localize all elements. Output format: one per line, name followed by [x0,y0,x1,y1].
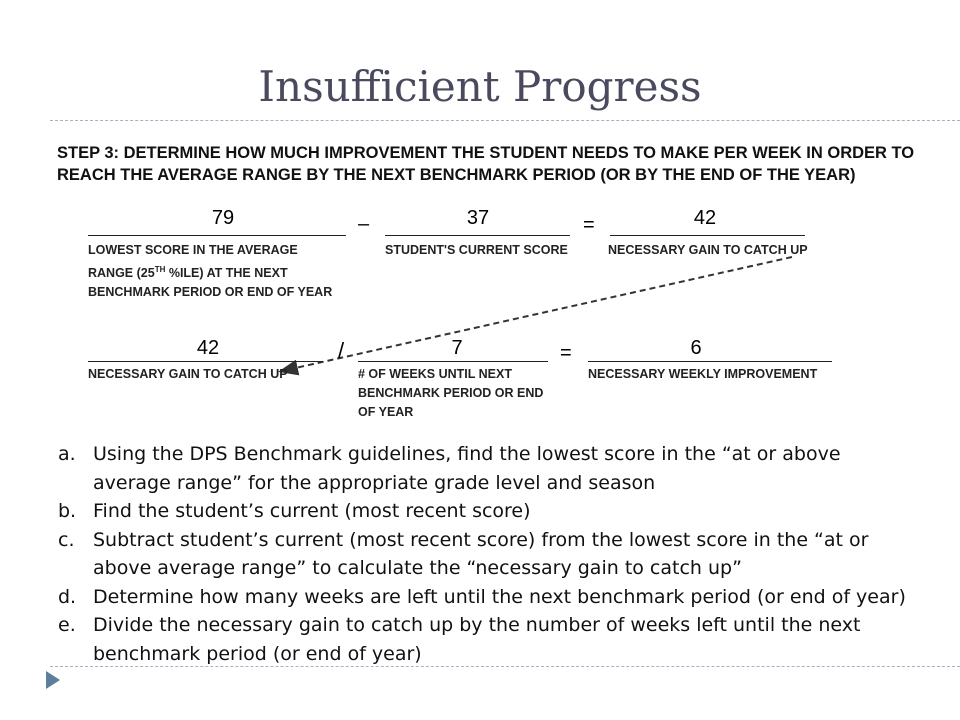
equals-operator-2: = [560,342,572,364]
step-heading: STEP 3: DETERMINE HOW MUCH IMPROVEMENT THE STUDENT NEEDS TO MAKE PER WEEK IN ORDER TO REACH THE AVERAGE RANGE BY THE NEXT BENCHMARK PERIOD (OR BY THE END OF THE YEAR) [57,144,915,184]
instruction-item: a. Using the DPS Benchmark guidelines, find the lowest score in the “at or above average range” for the appropriate grade level and season [58,443,841,494]
instruction-item: e. Divide the necessary gain to catch up by the number of weeks left until the next benchmark period (or end of year) [58,614,861,665]
gain-caption-1: NECESSARY GAIN TO CATCH UP [608,243,808,257]
gain-line-2 [88,361,323,362]
weekly-value: 6 [690,337,702,359]
weekly-line [588,361,832,362]
weeks-line [358,361,548,362]
weeks-caption: # OF WEEKS UNTIL NEXT BENCHMARK PERIOD OR END OF YEAR [358,367,544,419]
instruction-item: c. Subtract student’s current (most recent score) from the lowest score in the “at or above average range” to calculate the “necessary gain to catch up” [58,528,869,579]
gain-caption-2: NECESSARY GAIN TO CATCH UP [88,367,288,381]
gain-value-1: 42 [693,207,717,229]
slide-title: Insufficient Progress [258,62,702,111]
gain-value-2: 42 [196,337,220,359]
instruction-item: b. Find the student’s current (most recent score) [58,500,531,522]
triangle-right-icon [46,671,60,689]
instruction-list [58,440,908,668]
current-score-value: 37 [466,207,490,229]
bottom-divider [50,666,960,667]
weekly-caption: NECESSARY WEEKLY IMPROVEMENT [588,367,818,381]
lowest-score-caption: LOWEST SCORE IN THE AVERAGE RANGE (25TH %ILE) AT THE NEXT BENCHMARK PERIOD OR END OF YEAR [88,243,333,300]
weeks-value: 7 [451,337,463,359]
current-score-caption: STUDENT'S CURRENT SCORE [385,243,568,257]
equals-operator-1: = [583,214,595,236]
divide-operator: / [338,338,345,363]
minus-operator: – [358,213,370,235]
lowest-score-value: 79 [211,207,235,229]
instruction-item: d. Determine how many weeks are left until the next benchmark period (or end of year) [58,585,906,608]
